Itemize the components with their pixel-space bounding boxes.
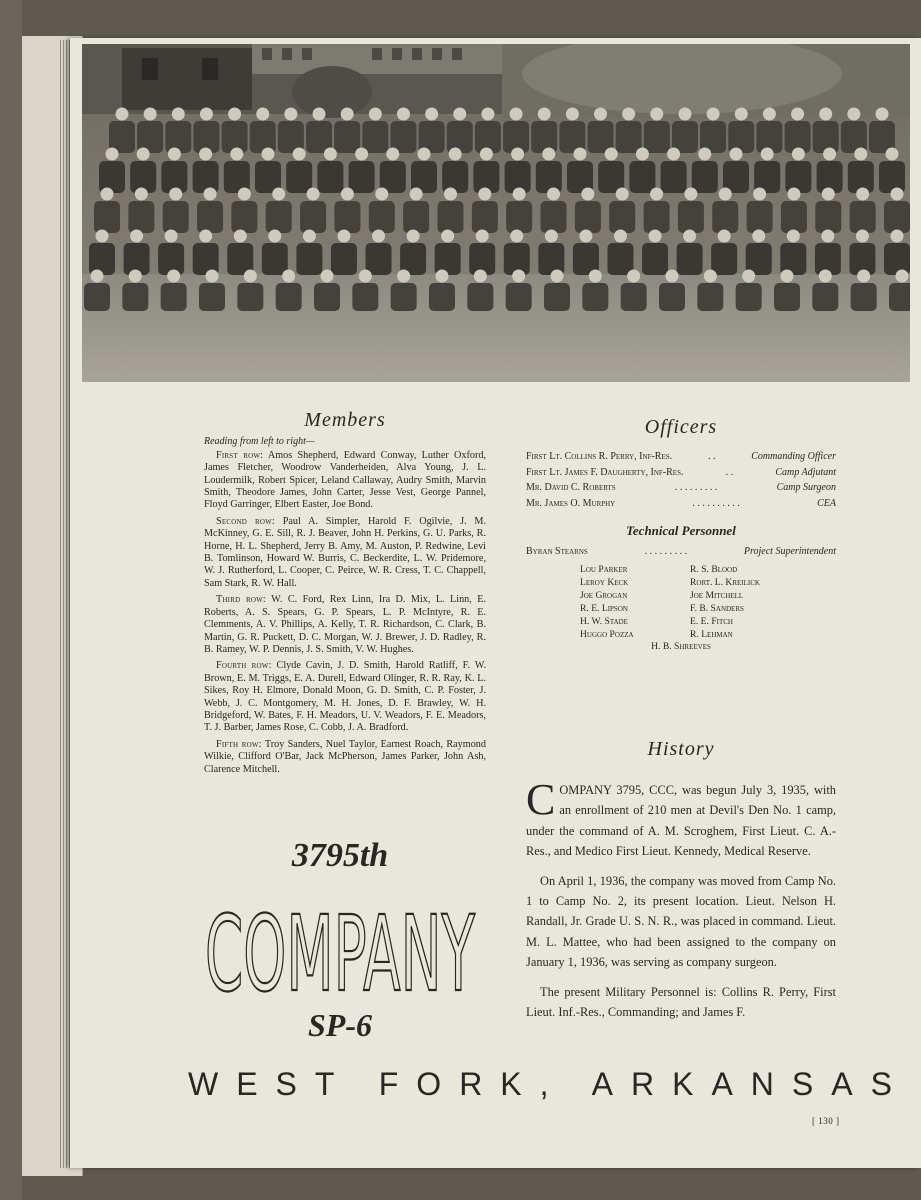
person-head <box>341 188 354 201</box>
person-body <box>506 201 532 233</box>
person-head <box>172 108 185 121</box>
person-head <box>649 230 662 243</box>
person-body <box>84 283 110 311</box>
staff-name: Joe Grogan <box>580 589 628 601</box>
superintendent-name: Byran Stearns <box>526 546 588 558</box>
person-head <box>375 188 388 201</box>
person-head <box>574 148 587 161</box>
person-head <box>284 108 297 121</box>
person-body <box>128 201 154 233</box>
person-head <box>167 270 180 283</box>
person-head <box>510 108 523 121</box>
staff-name: Rort. L. Kreilick <box>690 576 760 588</box>
yearbook-page <box>70 38 921 1168</box>
person-head <box>116 108 129 121</box>
person-head <box>453 108 466 121</box>
person-head <box>129 270 142 283</box>
row-label: Fifth row: <box>216 738 262 750</box>
person-head <box>476 230 489 243</box>
person-body <box>442 161 468 193</box>
person-body <box>89 243 115 275</box>
officer-line <box>526 496 836 512</box>
person-head <box>206 270 219 283</box>
person-head <box>636 148 649 161</box>
row-label: Fourth row: <box>216 660 272 672</box>
person-head <box>698 148 711 161</box>
person-body <box>237 283 263 311</box>
person-head <box>876 108 889 121</box>
person-body <box>300 201 326 233</box>
members-column <box>204 409 487 780</box>
person-head <box>130 230 143 243</box>
person-body <box>785 161 811 193</box>
company-group-photo <box>82 44 910 382</box>
history-heading: History <box>647 738 715 760</box>
person-body <box>362 121 388 153</box>
person-body <box>644 201 670 233</box>
person-body <box>712 201 738 233</box>
logo-company-word: COMPANY <box>205 893 476 1015</box>
person-body <box>506 283 532 311</box>
officer-name: First Lt. James F. Daugherty, Inf-Res. <box>526 466 684 478</box>
person-head <box>293 148 306 161</box>
person-body <box>165 121 191 153</box>
person-body <box>352 283 378 311</box>
person-body <box>250 121 276 153</box>
person-body <box>815 201 841 233</box>
person-head <box>436 270 449 283</box>
person-body <box>314 283 340 311</box>
person-head <box>579 230 592 243</box>
person-body <box>851 283 877 311</box>
person-head <box>165 230 178 243</box>
person-head <box>821 230 834 243</box>
person-head <box>823 148 836 161</box>
person-head <box>761 148 774 161</box>
person-head <box>684 188 697 201</box>
person-head <box>742 270 755 283</box>
page-number: [ 130 ] <box>812 1116 840 1126</box>
leader-dots: . . . . . . . . . <box>674 482 718 494</box>
history-paragraph: On April 1, 1936, the company was moved from Camp No. 1 to Camp No. 2, its present location. Lieut. Nelson H. Randall, Jr. Grade U. S. N. R., was placed in command. Lieut. M. L. Mattee, who had been assigned to the company on January 1, 1936, was serving as company surgeon. <box>526 873 836 970</box>
person-head <box>96 230 109 243</box>
person-head <box>303 230 316 243</box>
person-head <box>614 230 627 243</box>
staff-name: E. E. Fitch <box>690 615 733 627</box>
person-body <box>331 243 357 275</box>
person-head <box>650 108 663 121</box>
person-body <box>531 121 557 153</box>
person-head <box>787 230 800 243</box>
person-body <box>609 201 635 233</box>
person-head <box>425 108 438 121</box>
company-logo <box>190 828 490 1058</box>
person-body <box>163 201 189 233</box>
officer-role: Camp Surgeon <box>776 482 836 494</box>
staff-name: Joe Mitchell <box>690 589 744 601</box>
person-head <box>847 108 860 121</box>
officer-role: CEA <box>817 497 836 509</box>
staff-name: R. E. Lipson <box>580 602 628 614</box>
person-head <box>545 230 558 243</box>
person-head <box>369 108 382 121</box>
row-label: First row: <box>216 449 264 461</box>
person-head <box>547 188 560 201</box>
person-head <box>199 148 212 161</box>
person-body <box>541 201 567 233</box>
person-head <box>313 108 326 121</box>
person-body <box>575 201 601 233</box>
person-head <box>397 270 410 283</box>
person-head <box>169 188 182 201</box>
person-head <box>718 230 731 243</box>
person-body <box>334 201 360 233</box>
member-row-1 <box>204 450 486 512</box>
person-head <box>449 148 462 161</box>
person-body <box>644 121 670 153</box>
staff-name-last: H. B. Shreeves <box>651 640 711 652</box>
person-head <box>511 148 524 161</box>
person-body <box>317 161 343 193</box>
person-head <box>256 108 269 121</box>
person-head <box>234 230 247 243</box>
person-body <box>582 283 608 311</box>
row-names: Troy Sanders, Nuel Taylor, Earnest Roach, Raymond Wilkie, Clifford O'Bar, Jack McPherson, James Parker, John Ash, Clarence Mitchell. <box>204 738 486 775</box>
person-body <box>94 201 120 233</box>
person-head <box>891 230 904 243</box>
person-body <box>889 283 910 311</box>
history-text <box>526 775 836 1031</box>
history-heading-wrap <box>526 738 836 771</box>
person-head <box>410 188 423 201</box>
person-head <box>144 108 157 121</box>
person-body <box>616 121 642 153</box>
person-head <box>704 270 717 283</box>
person-body <box>334 121 360 153</box>
officer-role: Camp Adjutant <box>775 466 836 478</box>
person-body <box>607 243 633 275</box>
person-head <box>707 108 720 121</box>
person-body <box>813 121 839 153</box>
person-body <box>366 243 392 275</box>
person-head <box>819 108 832 121</box>
person-body <box>122 283 148 311</box>
person-body <box>747 201 773 233</box>
history-paragraph <box>526 775 836 862</box>
person-head <box>341 108 354 121</box>
person-head <box>792 148 805 161</box>
technical-staff-list <box>580 563 800 641</box>
person-head <box>781 270 794 283</box>
members-heading: Members <box>304 409 386 431</box>
staff-name: F. B. Sanders <box>690 602 744 614</box>
person-head <box>627 270 640 283</box>
person-head <box>542 148 555 161</box>
person-body <box>781 201 807 233</box>
person-head <box>481 108 494 121</box>
member-row-5 <box>204 739 486 776</box>
row-names: Paul A. Simpler, Harold F. Ogilvie, J. M. McKinney, G. E. Sill, R. J. Beaver, John H. Perkins, G. U. Parks, R. Horne, H. L. Shepherd, Jerry B. Amy, M. Auston, P. Redwine, Levi B. Tomlinson, Howard W. Burris, C. Beckerdite, L. W. Pridemore, W. J. Rutherford, L. Cooper, C. Peirce, W. R. Cress, T. C. Chappell, Sam Stark, R. W. Hall. <box>204 515 487 589</box>
logo-company-number: 3795th <box>291 837 389 874</box>
book-spine <box>0 0 22 1200</box>
staff-name: H. W. Stade <box>580 615 628 627</box>
leader-dots: . . <box>725 466 734 478</box>
person-head <box>622 108 635 121</box>
officer-name: Mr. David C. Roberts <box>526 482 616 494</box>
person-head <box>683 230 696 243</box>
location-title: WEST FORK, ARKANSAS <box>188 1066 910 1102</box>
person-head <box>418 148 431 161</box>
person-body <box>369 201 395 233</box>
person-body <box>447 121 473 153</box>
person-head <box>891 188 904 201</box>
person-body <box>161 283 187 311</box>
officer-name: First Lt. Collins R. Perry, Inf-Res. <box>526 451 673 462</box>
person-body <box>437 201 463 233</box>
person-body <box>678 201 704 233</box>
person-head <box>307 188 320 201</box>
person-body <box>879 161 905 193</box>
person-head <box>763 108 776 121</box>
person-body <box>429 283 455 311</box>
staff-name: Leroy Keck <box>580 576 629 588</box>
person-head <box>272 188 285 201</box>
staff-name: Huggo Pozza <box>580 628 634 640</box>
person-head <box>386 148 399 161</box>
person-head <box>359 270 372 283</box>
person-head <box>397 108 410 121</box>
person-body <box>544 283 570 311</box>
leader-dots: . . . . . . . . . . <box>692 497 740 509</box>
person-head <box>321 270 334 283</box>
person-head <box>822 188 835 201</box>
person-head <box>551 270 564 283</box>
person-head <box>230 148 243 161</box>
person-head <box>581 188 594 201</box>
person-body <box>276 283 302 311</box>
person-head <box>857 270 870 283</box>
row-names: Amos Shepherd, Edward Conway, Luther Oxford, James Fletcher, Woodrow Vanderheiden, Alva Young, J. L. Loudermilk, Robert Spicer, Leland Callaway, Audry Smith, Marvin Smith, Theodore James, John Carter, Jesse Vest, George Pannel, Floyd Garringer, Elbert Easter, Joe Bond. <box>204 449 487 511</box>
person-head <box>719 188 732 201</box>
person-body <box>296 243 322 275</box>
person-head <box>510 230 523 243</box>
officers-column <box>526 416 836 652</box>
person-body <box>621 283 647 311</box>
person-head <box>262 148 275 161</box>
person-head <box>589 270 602 283</box>
person-body <box>538 243 564 275</box>
person-head <box>282 270 295 283</box>
person-head <box>854 148 867 161</box>
person-head <box>441 230 454 243</box>
leader-dots: . . . . . . . . . <box>644 546 688 558</box>
person-head <box>753 188 766 201</box>
person-head <box>787 188 800 201</box>
drop-cap: C <box>526 775 556 824</box>
person-head <box>819 270 832 283</box>
person-head <box>513 188 526 201</box>
person-head <box>886 148 899 161</box>
row-names: Clyde Cavin, J. D. Smith, Harold Ratliff, F. W. Brown, E. M. Triggs, E. A. Durell, Edward Olinger, R. R. Ray, K. L. Sikes, Roy H. Elmore, Donald Moon, G. D. Smith, C. P. Foster, J. Webb, J. C. Montgomery, M. H. Jones, D. F. Brawley, W. H. Bridgeford, W. Bates, F. H. Meadors, U. V. Weadors, F. E. Meadors, T. J. Barber, James Rose, C. Cobb, J. A. Bradford. <box>204 660 486 734</box>
person-body <box>850 201 876 233</box>
person-body <box>536 161 562 193</box>
person-head <box>735 108 748 121</box>
person-head <box>199 230 212 243</box>
row-names: W. C. Ford, Rex Linn, Ira D. Mix, L. Linn, E. Roberts, A. S. Spears, G. P. Spears, L. P. McIntyre, R. E. Clemments, A. V. Phillips, A. Kelly, T. R. Richardson, C. Clark, B. Martin, G. R. Puckett, D. C. Morgan, W. J. Brewer, J. D. Radley, R. B. Ramey, W. P. Dennis, J. S. Smith, V. W. Hughes. <box>204 594 486 655</box>
person-body <box>467 283 493 311</box>
superintendent-line <box>526 544 836 560</box>
officer-role: Commanding Officer <box>751 451 836 462</box>
member-row-4 <box>204 660 486 734</box>
person-body <box>661 161 687 193</box>
person-head <box>372 230 385 243</box>
person-head <box>896 270 909 283</box>
person-head <box>268 230 281 243</box>
person-body <box>197 201 223 233</box>
person-head <box>444 188 457 201</box>
person-head <box>168 148 181 161</box>
person-body <box>659 283 685 311</box>
logo-camp-code: SP-6 <box>308 1007 372 1043</box>
person-body <box>774 283 800 311</box>
person-body <box>812 283 838 311</box>
member-row-3 <box>204 594 486 656</box>
person-head <box>91 270 104 283</box>
person-head <box>730 148 743 161</box>
staff-name: R. S. Blood <box>690 563 738 575</box>
person-body <box>692 161 718 193</box>
officer-line <box>526 449 836 465</box>
person-head <box>106 148 119 161</box>
person-head <box>752 230 765 243</box>
person-body <box>435 243 461 275</box>
person-head <box>238 188 251 201</box>
person-body <box>391 283 417 311</box>
person-head <box>594 108 607 121</box>
person-body <box>884 201 910 233</box>
person-body <box>286 161 312 193</box>
person-head <box>324 148 337 161</box>
history-first-text: OMPANY 3795, CCC, was begun July 3, 1935, with an enrollment of 210 men at Devil's Den No. 1 camp, under the command of A. M. Scroghem, First Lieut. C. A.-Res., and Medico First Lieut. Kennedy, Medical Reserve. <box>526 783 836 859</box>
officers-heading: Officers <box>644 416 718 438</box>
person-body <box>728 121 754 153</box>
technical-personnel-heading: Technical Personnel <box>626 523 736 539</box>
person-head <box>474 270 487 283</box>
officer-name: Mr. James O. Murphy <box>526 497 616 509</box>
person-body <box>193 161 219 193</box>
person-body <box>231 201 257 233</box>
person-body <box>472 201 498 233</box>
superintendent-role: Project Superintendent <box>743 546 836 558</box>
person-head <box>407 230 420 243</box>
person-head <box>667 148 680 161</box>
person-head <box>512 270 525 283</box>
history-paragraph: The present Military Personnel is: Collins R. Perry, First Lieut. Inf.-Res., Commanding; and James F. <box>526 984 836 1020</box>
person-body <box>711 243 737 275</box>
person-body <box>403 201 429 233</box>
person-head <box>605 148 618 161</box>
staff-name: R. Lehman <box>690 628 733 640</box>
person-head <box>355 148 368 161</box>
person-body <box>349 161 375 193</box>
person-body <box>884 243 910 275</box>
person-head <box>204 188 217 201</box>
group-photo-image <box>82 44 910 382</box>
person-head <box>666 270 679 283</box>
officer-line <box>526 465 836 481</box>
member-row-2 <box>204 516 486 590</box>
person-head <box>650 188 663 201</box>
person-head <box>856 188 869 201</box>
person-body <box>266 201 292 233</box>
row-label: Second row: <box>216 515 275 527</box>
person-head <box>135 188 148 201</box>
person-head <box>101 188 114 201</box>
row-label: Third row: <box>216 594 266 606</box>
person-head <box>478 188 491 201</box>
person-head <box>678 108 691 121</box>
leader-dots: . . <box>707 451 716 462</box>
person-head <box>566 108 579 121</box>
person-body <box>629 161 655 193</box>
reading-direction: Reading from left to right— <box>204 436 315 448</box>
person-body <box>99 161 125 193</box>
person-head <box>228 108 241 121</box>
person-head <box>244 270 257 283</box>
person-body <box>262 243 288 275</box>
officer-line <box>526 480 836 496</box>
person-body <box>199 283 225 311</box>
person-head <box>337 230 350 243</box>
staff-name: Lou Parker <box>580 563 628 575</box>
person-head <box>137 148 150 161</box>
person-body <box>642 243 668 275</box>
person-head <box>791 108 804 121</box>
person-body <box>677 243 703 275</box>
person-head <box>616 188 629 201</box>
person-head <box>480 148 493 161</box>
person-body <box>736 283 762 311</box>
person-head <box>538 108 551 121</box>
person-head <box>856 230 869 243</box>
person-head <box>200 108 213 121</box>
person-body <box>697 283 723 311</box>
